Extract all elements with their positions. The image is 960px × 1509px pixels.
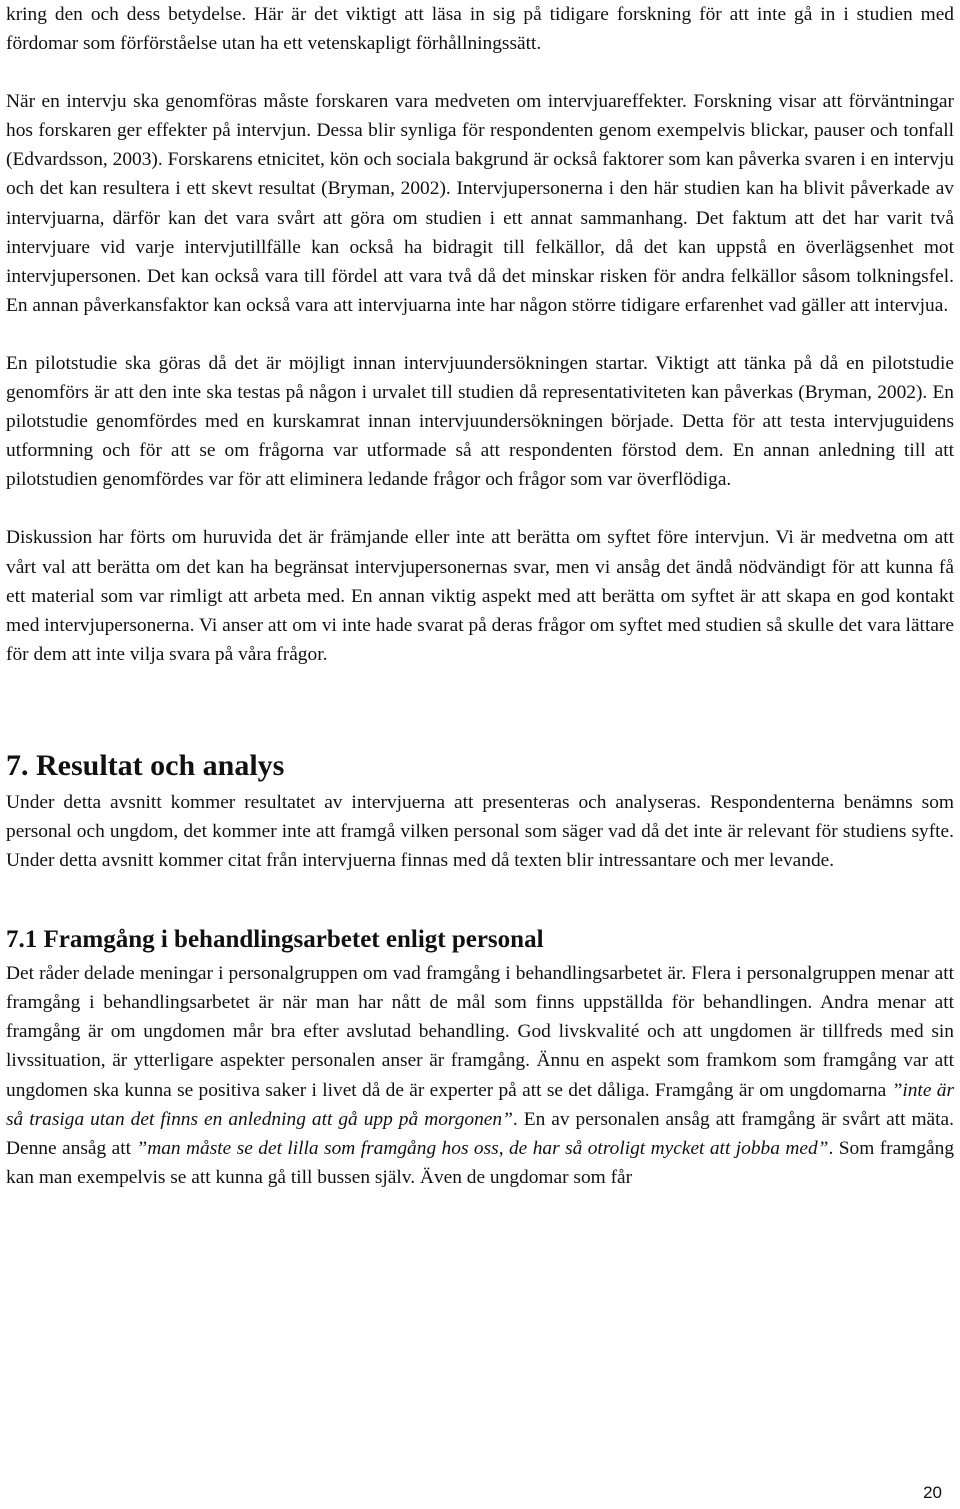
paragraph-success-staff xyxy=(6,959,954,1192)
section-heading: 7. Resultat och analys xyxy=(6,748,285,782)
quote-text: ”inte är så trasiga utan det finns en anledning att gå upp på morgonen” xyxy=(6,1079,954,1130)
spacer xyxy=(6,494,954,523)
text-run: . Som framgång kan man exempelvis se att kunna gå till bussen själv. Även de ungdomar som får xyxy=(6,1137,955,1188)
spacer xyxy=(6,875,954,921)
text-run: . En av personalen ansåg att framgång är svårt att mäta. Denne ansåg att xyxy=(6,1108,955,1159)
spacer xyxy=(6,58,954,87)
spacer xyxy=(6,669,954,744)
text-run: Det råder delade meningar i personalgruppen om vad framgång i behandlingsarbetet är. Flera i personalgruppen menar att framgång i behandlingsarbetet är när man har nått de mål som finns uppställda för behandlingen. Andra menar att framgång är om ungdomen mår bra efter avslutad behandling. God livskvalité och att ungdomen är tillfreds med sin livssituation, är ytterligare aspekter personalen anser är framgång. Ännu en aspekt som framkom som framgång var att ungdomen ska kunna se positiva saker i livet då de är experter på att se det dåliga. Framgång är om ungdomarna xyxy=(6,963,954,1101)
paragraph-pilot-study: En pilotstudie ska göras då det är möjligt innan intervjuundersökningen startar. Viktigt att tänka på då en pilotstudie genomförs är att den inte ska testas på någon i urvalet till studien då representativiteten kan påverkas (Bryman, 2002). En pilotstudie genomfördes med en kurskamrat innan intervjuundersökningen började. Detta för att testa intervjuguidens utformning och för att se om frågorna var utformade så att respondenten förstod dem. En annan anledning till att pilotstudien genomfördes var för att eliminera ledande frågor och frågor som var överflödiga. xyxy=(6,352,954,491)
page-number: 20 xyxy=(923,1483,942,1502)
paragraph-purpose-discussion: Diskussion har förts om huruvida det är främjande eller inte att berätta om syftet före intervjun. Vi är medvetna om att vårt val att berätta om det kan ha begränsat intervjupersonernas svar, men vi ansåg det ändå nödvändigt för att kunna få ett material som var rimligt att arbeta med. En annan viktig aspekt med att berätta om syftet är att skapa en god kontakt med intervjupersonerna. Vi anser att om vi inte hade svarat på deras frågor om syftet med studien så skulle det vara lättare för dem att inte vilja svara på våra frågor. xyxy=(6,527,954,665)
spacer xyxy=(6,320,954,349)
subsection-heading: 7.1 Framgång i behandlingsarbetet enligt personal xyxy=(6,926,544,954)
quote-text: ”man måste se det lilla som framgång hos oss, de har så otroligt mycket att jobba med” xyxy=(136,1137,829,1159)
paragraph-intro: kring den och dess betydelse. Här är det viktigt att läsa in sig på tidigare forskning för att inte gå in i studien med fördomar som förförståelse utan ha ett vetenskapligt förhållningssätt. xyxy=(6,4,954,55)
paragraph-interviewer-effects: När en intervju ska genomföras måste forskaren vara medveten om intervjuareffekter. Forskning visar att förväntningar hos forskaren ger effekter på intervjun. Dessa blir synliga för respondenten genom exempelvis blickar, pauser och tonfall (Edvardsson, 2003). Forskarens etnicitet, kön och sociala bakgrund är också faktorer som kan påverka svaren i en intervju och det kan resultera i ett skevt resultat (Bryman, 2002). Intervjupersonerna i den här studien kan ha blivit påverkade av intervjuarna, därför kan det vara svårt att göra om studien i ett annat sammanhang. Det faktum att det har varit två intervjuare vid varje intervjutillfälle kan också ha bidragit till felkällor, då det kan uppstå en överlägsenhet mot intervjupersonen. Det kan också vara till fördel att vara två då det minskar risken för andra felkällor såsom tolkningsfel. En annan påverkansfaktor kan också vara att intervjuarna inte har någon större tidigare erfarenhet vad gäller att intervjua. xyxy=(6,91,954,316)
document-page xyxy=(6,0,954,1192)
paragraph-results-intro: Under detta avsnitt kommer resultatet av intervjuerna att presenteras och analyseras. Respondenterna benämns som personal och ungdom, det kommer inte att framgå vilken personal som säger vad då det inte är relevant för studiens syfte. Under detta avsnitt kommer citat från intervjuerna finnas med då texten blir intressantare och mer levande. xyxy=(6,791,954,872)
